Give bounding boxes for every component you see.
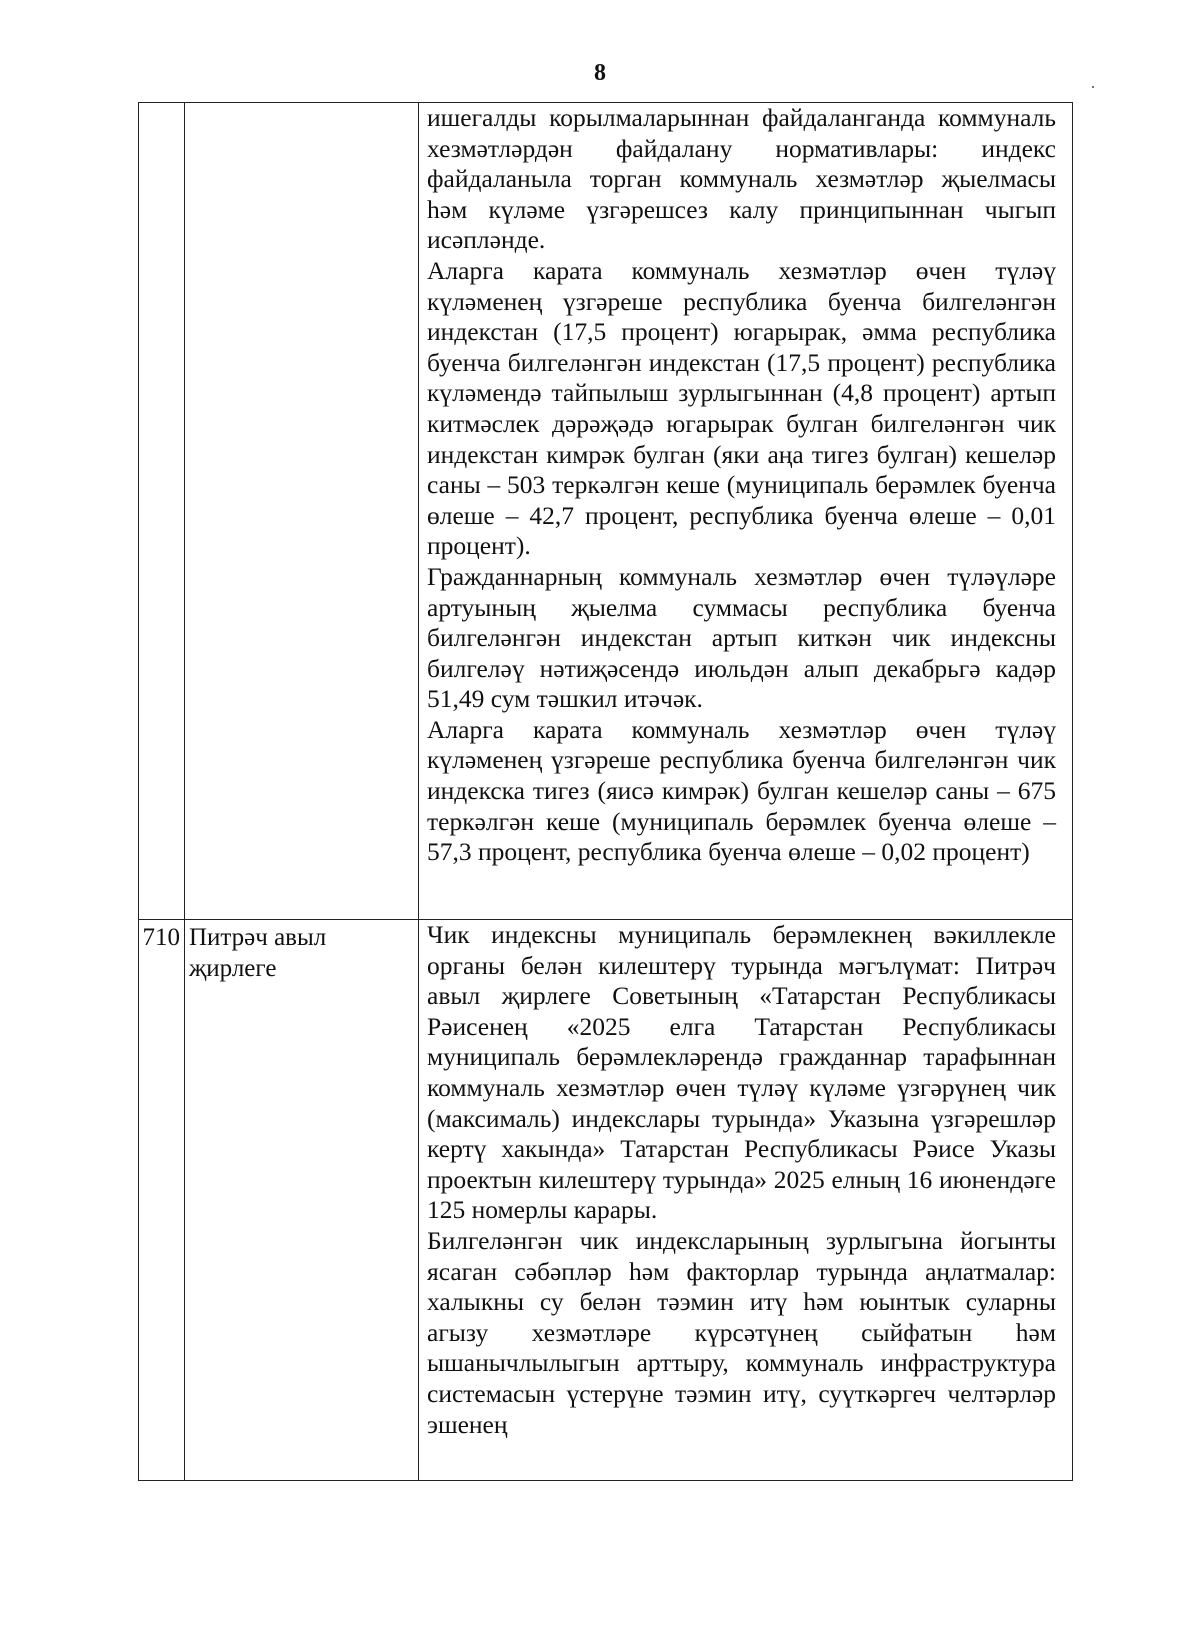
- row-number-cell: 710: [139, 920, 185, 1481]
- description-cell: [419, 103, 1073, 920]
- paragraph: Чик индексны муниципаль берәмлекнең вәкиллекле органы белән килештерү турында мәгълүмат: Питрәч авыл җирлеге Советының «Татарстан Республикасы Рәисенең «2025 елга Татарстан Республикасы муниципаль берәмлекләрендә гражданнар тарафыннан коммуналь хезмәтләр өчен түләү күләме үзгәрүнең чик (максималь) индекслары турында» Указына үзгәрешләр кертү хакында» Татарстан Республикасы Рәисе Указы проектын килештерү турында» 2025 елның 16 июнендәге 125 номерлы карары.: [427, 920, 1056, 1225]
- paragraph: Билгеләнгән чик индексларының зурлыгына йогынты ясаган сәбәпләр һәм факторлар турында аңлатмалар: халыкны су белән тәэмин итү һәм юынтык суларны агызу хезмәтләре күрсәтүнең сыйфатын һәм ышанычлылыгын арттыру, коммуналь инфраструктура системасын үстерүне тәэмин итү, суүткәргеч челтәрләр эшенең: [427, 1225, 1056, 1439]
- page-number: 8: [594, 60, 606, 86]
- paragraph: Гражданнарның коммуналь хезмәтләр өчен түләүләре артуының җыелма суммасы республика буенча билгеләнгән индекстан артып киткән чик индексны билгеләү нәтиҗәсендә июльдән алып декабрьгә кадәр 51,49 сум тәшкил итәчәк.: [427, 561, 1056, 714]
- description-cell: [419, 920, 1073, 1481]
- municipality-name-cell: [185, 103, 419, 920]
- scan-speck: [1092, 86, 1094, 88]
- paragraph: Аларга карата коммуналь хезмәтләр өчен түләү күләменең үзгәреше республика буенча билгеләнгән чик индекска тигез (яисә кимрәк) булган кешеләр саны – 675 теркәлгән кеше (муниципаль берәмлек буенча өлеше – 57,3 процент, республика буенча өлеше – 0,02 процент): [427, 714, 1056, 867]
- table-row: [139, 103, 1073, 920]
- paragraph: ишегалды корылмаларыннан файдаланганда коммуналь хезмәтләрдән файдалану нормативлары: индекс файдаланыла торган коммуналь хезмәтләр җыелмасы һәм күләме үзгәрешсез калу принципыннан чыгып исәпләнде.: [427, 103, 1056, 255]
- table-row: [139, 920, 1073, 1481]
- paragraph: Аларга карата коммуналь хезмәтләр өчен түләү күләменең үзгәреше республика буенча билгеләнгән индекстан (17,5 процент) югарырак, әмма республика буенча билгеләнгән индекстан (17,5 процент) республика күләмендә тайпылыш зурлыгыннан (4,8 процент) артып китмәслек дәрәҗәдә югарырак булган билгеләнгән чик индекстан кимрәк булган (яки аңа тигез булган) кешеләр саны – 503 теркәлгән кеше (муниципаль берәмлек буенча өлеше – 42,7 процент, республика буенча өлеше – 0,01 процент).: [427, 255, 1056, 561]
- municipality-name-cell: Питрәч авыл җирлеге: [185, 920, 419, 1481]
- document-table: [138, 102, 1073, 1481]
- row-number-cell: [139, 103, 185, 920]
